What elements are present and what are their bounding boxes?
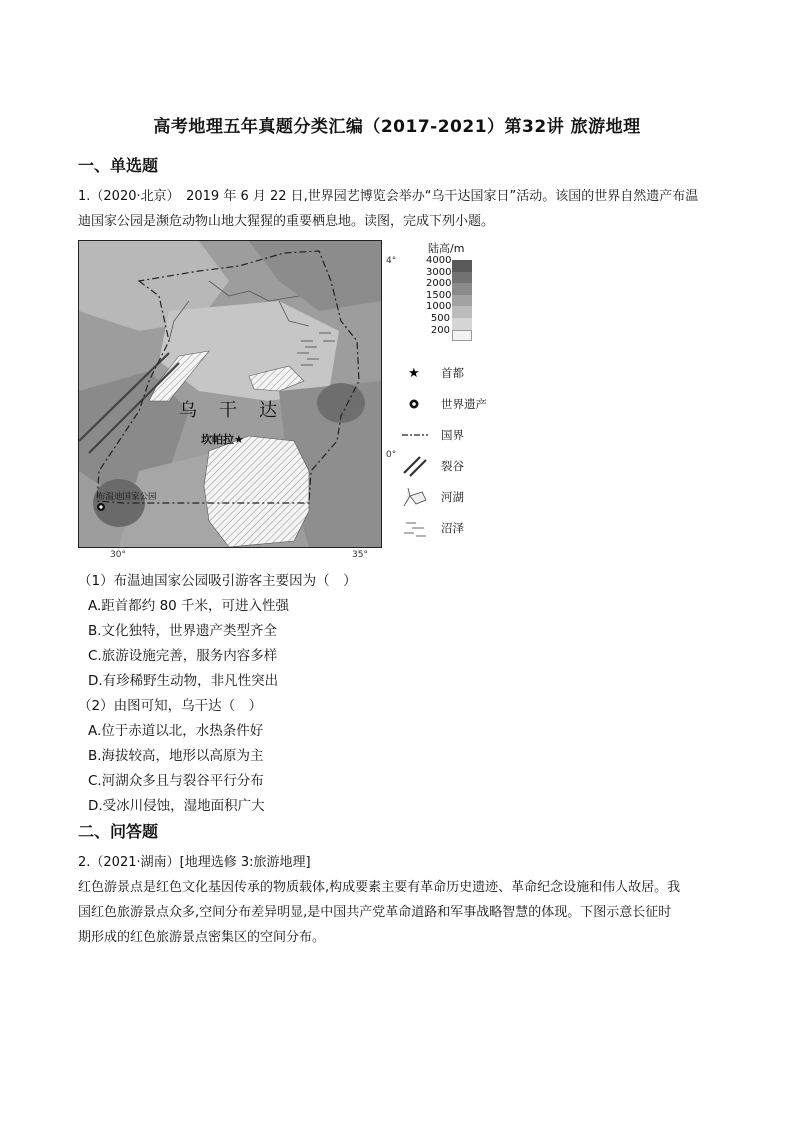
border-line-icon <box>402 424 428 446</box>
world-heritage-icon <box>402 393 428 415</box>
lon-35-label: 35° <box>352 550 368 560</box>
sub1-option-d: D.有珍稀野生动物，非凡性突出 <box>88 673 279 689</box>
sub2-option-d: D.受冰川侵蚀，湿地面积广大 <box>88 798 265 814</box>
lat-0-label: 0° <box>386 450 397 460</box>
sub2-option-b: B.海拔较高，地形以高原为主 <box>88 748 264 764</box>
sub-question-2-stem: （2）由图可知，乌干达（ ） <box>78 698 263 714</box>
page-title: 高考地理五年真题分类汇编（2017-2021）第32讲 旅游地理 <box>153 117 641 137</box>
q2-line1: 2.（2021·湖南）[地理选修 3:旅游地理] <box>78 855 311 870</box>
q2-line3: 国红色旅游景点众多,空间分布差异明显,是中国共产党革命道路和军事战略智慧的体现。下图示意长征时 <box>78 905 672 920</box>
legend-swamp: 沼泽 <box>398 517 498 539</box>
uganda-relief-map <box>78 240 382 548</box>
legend-rift: 裂谷 <box>398 455 498 477</box>
rift-icon <box>402 455 428 477</box>
elevation-level: 4000 <box>426 260 472 272</box>
sub1-option-c: C.旅游设施完善，服务内容多样 <box>88 648 278 664</box>
svg-text:★: ★ <box>408 366 420 381</box>
section-heading-single-choice: 一、单选题 <box>78 156 159 175</box>
map-legend <box>398 240 498 545</box>
section-heading-qa: 二、问答题 <box>78 822 159 841</box>
river-lake-icon <box>402 486 428 508</box>
elevation-level: 3000 <box>426 272 472 284</box>
park-label: 布温迪国家公园 <box>97 492 157 502</box>
elevation-level: 1500 <box>426 295 472 307</box>
elevation-ramp <box>426 255 472 341</box>
legend-capital: ★ 首都 <box>398 362 498 384</box>
elevation-level: 2000 <box>426 283 472 295</box>
q2-line4: 期形成的红色旅游景点密集区的空间分布。 <box>78 930 326 945</box>
sub2-option-c: C.河湖众多且与裂谷平行分布 <box>88 773 264 789</box>
lat-4-label: 4° <box>386 256 397 266</box>
sub-question-1-stem: （1）布温迪国家公园吸引游客主要因为（ ） <box>78 573 357 589</box>
legend-elevation-title: 陆高/m <box>428 242 465 255</box>
elevation-level: 200 <box>426 330 472 342</box>
star-icon <box>402 362 428 384</box>
elevation-level: 1000 <box>426 306 472 318</box>
q1-intro-line2: 迪国家公园是濒危动物山地大猩猩的重要栖息地。读图，完成下列小题。 <box>78 214 495 229</box>
country-label: 乌 干 达 <box>179 400 279 421</box>
capital-label: 坎帕拉★ <box>201 433 244 446</box>
q2-line2: 红色游景点是红色文化基因传承的物质载体,构成要素主要有革命历史遗迹、革命纪念设施和伟人故居。我 <box>78 880 681 895</box>
elevation-level: 500 <box>426 318 472 330</box>
q1-intro-line1: 1.（2020·北京） 2019 年 6 月 22 日,世界园艺博览会举办“乌干达国家日”活动。该国的世界自然遗产布温 <box>78 189 699 204</box>
sub1-option-a: A.距首都约 80 千米，可进入性强 <box>88 598 290 614</box>
legend-world-heritage: 世界遗产 <box>398 393 498 415</box>
legend-river-lake: 河湖 <box>398 486 498 508</box>
legend-border: 国界 <box>398 424 498 446</box>
swamp-icon <box>402 517 428 539</box>
lon-30-label: 30° <box>110 550 126 560</box>
sub2-option-a: A.位于赤道以北，水热条件好 <box>88 723 264 739</box>
sub1-option-b: B.文化独特，世界遗产类型齐全 <box>88 623 278 639</box>
